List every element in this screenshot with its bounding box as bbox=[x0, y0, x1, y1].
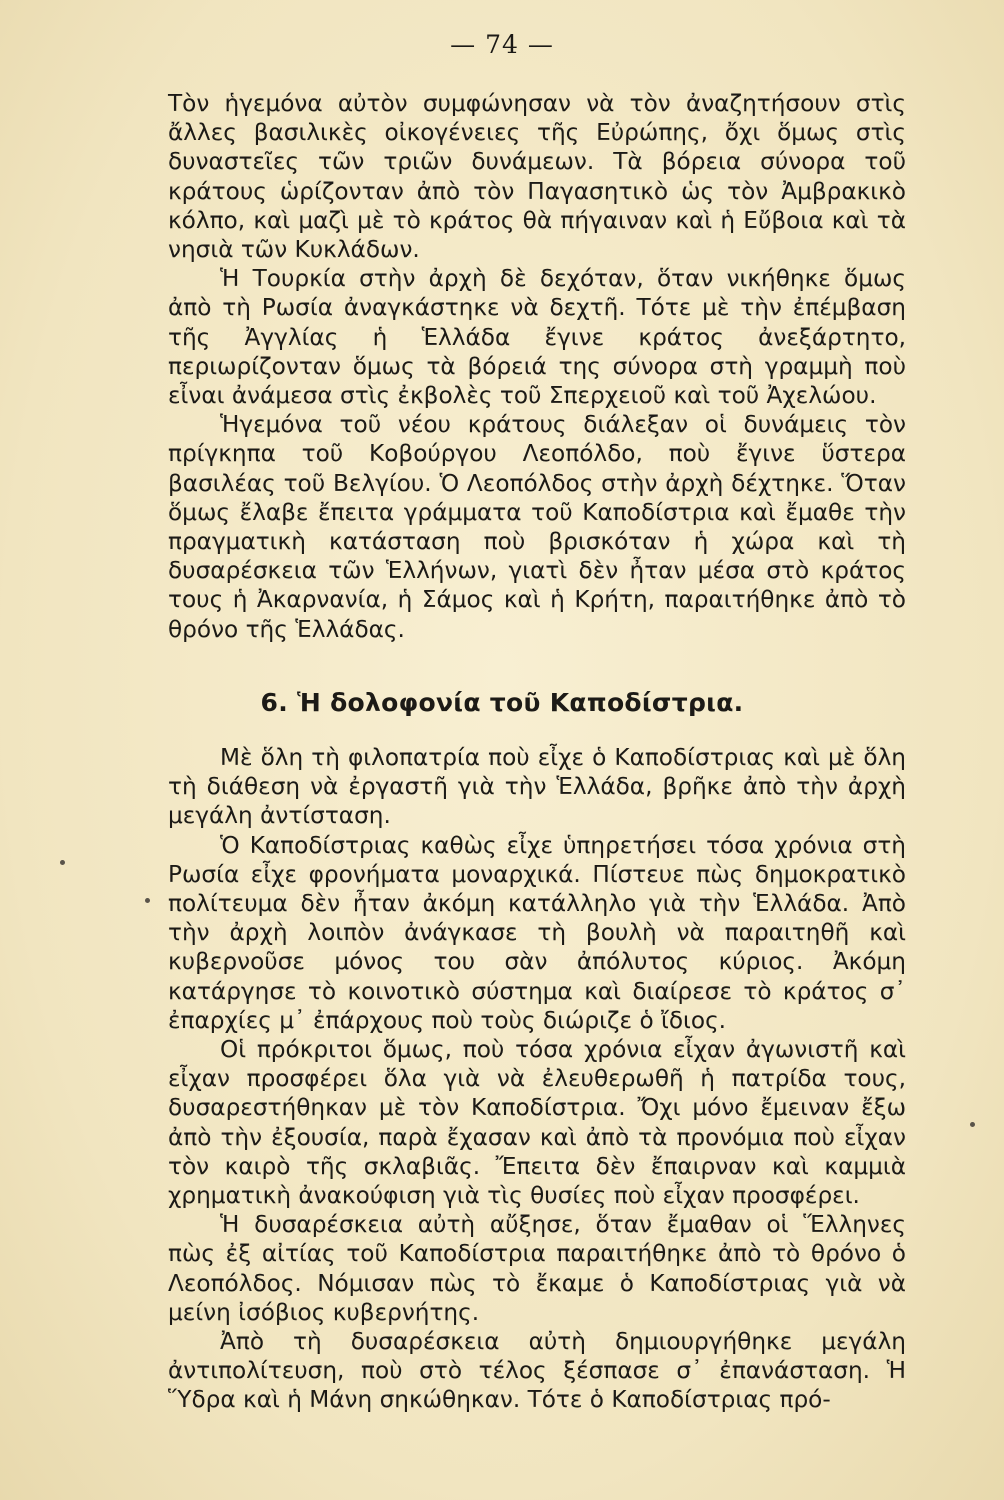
paragraph-notables: Οἱ πρόκριτοι ὅμως, ποὺ τόσα χρόνια εἶχαν ἀγωνιστῆ καὶ εἶχαν προσφέρει ὅλα γιὰ νὰ ἐλευθερωθῆ ἡ πατρίδα τους, δυσαρεστήθηκαν μὲ τὸν Καποδίστρια. Ὄχι μόνο ἔμειναν ἔξω ἀπὸ τὴν ἐξουσία, παρὰ ἔχασαν καὶ ἀπὸ τὰ προνόμια ποὺ εἶχαν τὸν καιρὸ τῆς σκλαβιᾶς. Ἔπειτα δὲν ἔπαιρναν καὶ καμμιὰ χρηματικὴ ἀνακούφιση γιὰ τὶς θυσίες ποὺ εἶχαν προσφέρει. bbox=[168, 1036, 906, 1210]
bottom-text-block bbox=[168, 743, 906, 1415]
paragraph-resistance: Μὲ ὅλη τὴ φιλοπατρία ποὺ εἶχε ὁ Καποδίστριας καὶ μὲ ὅλη τὴ διάθεση νὰ ἐργαστῆ γιὰ τὴν Ἑλλάδα, βρῆκε ἀπὸ τὴν ἀρχὴ μεγάλη ἀντίσταση. bbox=[168, 744, 906, 830]
margin-mark-right bbox=[970, 1122, 975, 1127]
paragraph-monarchic-views: Ὁ Καποδίστριας καθὼς εἶχε ὑπηρετήσει τόσα χρόνια στὴ Ρωσία εἶχε φρονήματα μοναρχικά. Πίστευε πὼς δημοκρατικὸ πολίτευμα δὲν ἦταν ἀκόμη κατάλληλο γιὰ τὴν Ἑλλάδα. Ἀπὸ τὴν ἀρχὴ λοιπὸν ἀνάγκασε τὴ βουλὴ νὰ παραιτηθῆ καὶ κυβερνοῦσε μόνος του σὰν ἀπόλυτος κύριος. Ἀκόμη κατάργησε τὸ κοινοτικὸ σύστημα καὶ διαίρεσε τὸ κράτος σ᾿ ἐπαρχίες μ᾿ ἐπάρχους ποὺ τοὺς διώριζε ὁ ἴδιος. bbox=[168, 831, 906, 1034]
section-heading: 6. Ἡ δολοφονία τοῦ Καποδίστρια. bbox=[260, 688, 744, 717]
paragraph-turkey-independence: Ἡ Τουρκία στὴν ἀρχὴ δὲ δεχόταν, ὅταν νικήθηκε ὅμως ἀπὸ τὴ Ρωσία ἀναγκάστηκε νὰ δεχτῆ. Τότε μὲ τὴν ἐπέμβαση τῆς Ἀγγλίας ἡ Ἑλλάδα ἔγινε κράτος ἀνεξάρτητο, περιωρίζονταν ὅμως τὰ βόρειά της σύνορα στὴ γραμμὴ ποὺ εἶναι ἀνάμεσα στὶς ἐκβολὲς τοῦ Σπερχειοῦ καὶ τοῦ Ἀχελώου. bbox=[168, 265, 906, 410]
paragraph-treaty-prince: Τὸν ἡγεμόνα αὐτὸν συμφώνησαν νὰ τὸν ἀναζητήσουν στὶς ἄλλες βασιλικὲς οἰκογένειες τῆς Εὐρώπης, ὄχι ὅμως στὶς δυναστεῖες τῶν τριῶν δυνάμεων. Τὰ βόρεια σύνορα τοῦ κράτους ὡρίζονταν ἀπὸ τὸν Παγασητικὸ ὡς τὸν Ἀμβρακικὸ κόλπο, καὶ μαζὶ μὲ τὸ κράτος θὰ πήγαιναν καὶ ἡ Εὔβοια καὶ τὰ νησιὰ τῶν Κυκλάδων. bbox=[168, 90, 906, 264]
paragraph-discontent: Ἡ δυσαρέσκεια αὐτὴ αὔξησε, ὅταν ἔμαθαν οἱ Ἕλληνες πὼς ἐξ αἰτίας τοῦ Καποδίστρια παραιτήθηκε ἀπὸ τὸ θρόνο ὁ Λεοπόλδος. Νόμισαν πὼς τὸ ἔκαμε ὁ Καποδίστριας γιὰ νὰ μείνη ἰσόβιος κυβερνήτης. bbox=[168, 1211, 906, 1326]
margin-mark-left bbox=[60, 860, 65, 865]
margin-mark-left-2 bbox=[145, 898, 150, 903]
page-number: — 74 — bbox=[450, 30, 554, 59]
paragraph-leopold: Ἡγεμόνα τοῦ νέου κράτους διάλεξαν οἱ δυνάμεις τὸν πρίγκηπα τοῦ Κοβούργου Λεοπόλδο, ποὺ ἔγινε ὕστερα βασιλέας τοῦ Βελγίου. Ὁ Λεοπόλδος στὴν ἀρχὴ δέχτηκε. Ὅταν ὅμως ἔλαβε ἔπειτα γράμματα τοῦ Καποδίστρια καὶ ἔμαθε τὴν πραγματικὴ κατάσταση ποὺ βρισκόταν ἡ χώρα καὶ τὴ δυσαρέσκεια τῶν Ἑλλήνων, γιατὶ δὲν ἦταν μέσα στὸ κράτος τους ἡ Ἀκαρνανία, ἡ Σάμος καὶ ἡ Κρήτη, παραιτήθηκε ἀπὸ τὸ θρόνο τῆς Ἑλλάδας. bbox=[168, 411, 906, 643]
paragraph-opposition: Ἀπὸ τὴ δυσαρέσκεια αὐτὴ δημιουργήθηκε μεγάλη ἀντιπολίτευση, ποὺ στὸ τέλος ξέσπασε σ᾿ ἐπανάσταση. Ἡ Ὕδρα καὶ ἡ Μάνη σηκώθηκαν. Τότε ὁ Καποδίστριας πρό- bbox=[168, 1328, 906, 1414]
top-text-block bbox=[168, 89, 906, 644]
